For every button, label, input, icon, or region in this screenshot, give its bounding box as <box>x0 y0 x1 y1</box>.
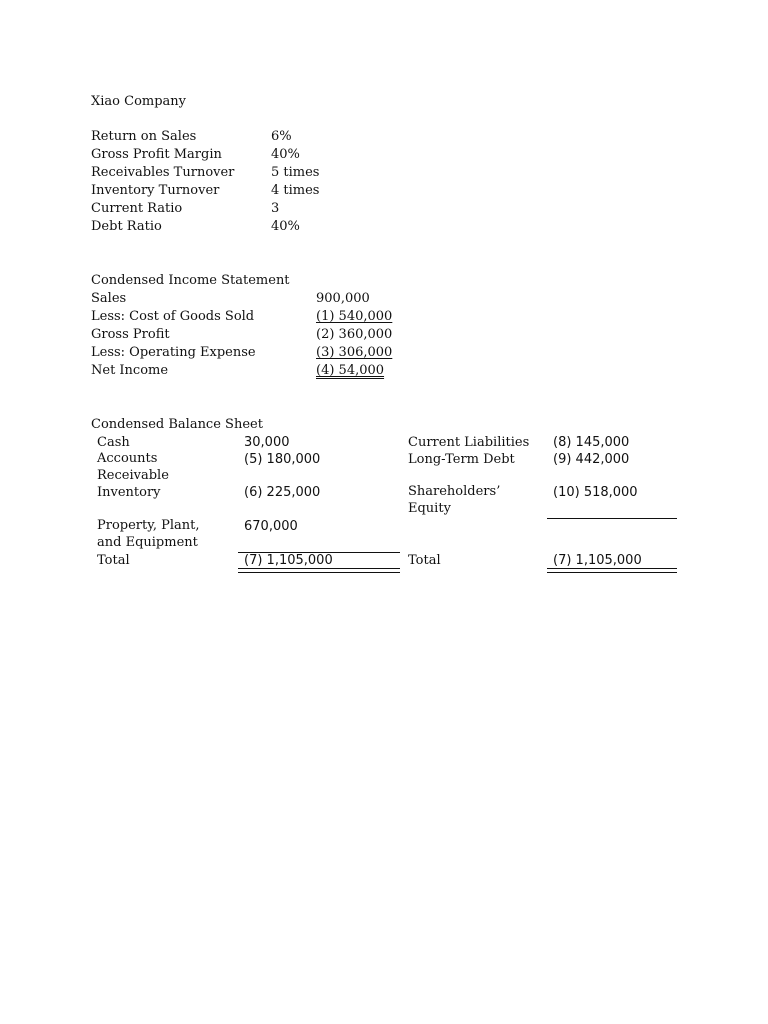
ratio-value: 40% <box>271 219 300 234</box>
liability-label: Shareholders’ Equity <box>408 484 501 516</box>
liability-label: Current Liabilities <box>408 435 530 450</box>
income-row-value: (4) 54,000 <box>316 363 385 378</box>
asset-value: (6) 225,000 <box>244 485 321 500</box>
liability-value: (10) 518,000 <box>553 485 638 500</box>
balance-sheet-title: Condensed Balance Sheet <box>91 417 263 432</box>
liabilities-total-value: (7) 1,105,000 <box>553 553 642 568</box>
asset-label: Property, Plant, and Equipment <box>97 518 200 550</box>
assets-total-label: Total <box>97 553 130 568</box>
income-row-label: Less: Operating Expense <box>91 345 256 360</box>
ratio-label: Current Ratio <box>91 201 183 216</box>
subtotal-rule <box>547 518 677 519</box>
ratio-value: 3 <box>271 201 280 216</box>
asset-value: 670,000 <box>244 519 298 534</box>
asset-value: (5) 180,000 <box>244 452 321 467</box>
total-double-rule <box>547 568 677 573</box>
assets-total-value: (7) 1,105,000 <box>244 553 333 568</box>
income-row-label: Sales <box>91 291 127 306</box>
ratio-label: Receivables Turnover <box>91 165 235 180</box>
liability-value: (8) 145,000 <box>553 435 630 450</box>
income-row-label: Less: Cost of Goods Sold <box>91 309 255 324</box>
ratio-value: 4 times <box>271 183 320 198</box>
ratio-label: Return on Sales <box>91 129 197 144</box>
income-row-value: (1) 540,000 <box>316 309 393 324</box>
asset-value: 30,000 <box>244 435 290 450</box>
liability-label: Long-Term Debt <box>408 452 515 467</box>
ratio-value: 5 times <box>271 165 320 180</box>
income-row-value: (3) 306,000 <box>316 345 393 360</box>
ratio-value: 6% <box>271 129 292 144</box>
ratio-value: 40% <box>271 147 300 162</box>
income-row-label: Gross Profit <box>91 327 170 342</box>
asset-label: Inventory <box>97 485 161 500</box>
income-row-value: (2) 360,000 <box>316 327 393 342</box>
asset-label: Accounts Receivable <box>97 451 169 483</box>
income-row-label: Net Income <box>91 363 169 378</box>
liabilities-total-label: Total <box>408 553 441 568</box>
ratio-label: Inventory Turnover <box>91 183 220 198</box>
asset-label: Cash <box>97 435 130 450</box>
income-statement-title: Condensed Income Statement <box>91 273 290 288</box>
company-name: Xiao Company <box>91 94 187 109</box>
ratio-label: Gross Profit Margin <box>91 147 222 162</box>
ratio-label: Debt Ratio <box>91 219 162 234</box>
income-row-value: 900,000 <box>316 291 370 306</box>
liability-value: (9) 442,000 <box>553 452 630 467</box>
total-double-rule <box>238 568 400 573</box>
